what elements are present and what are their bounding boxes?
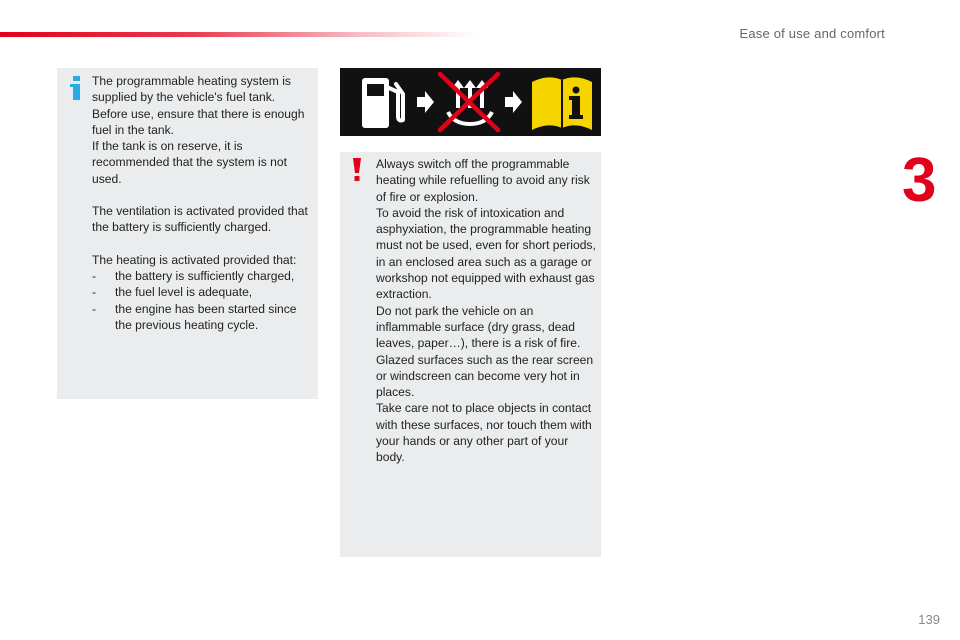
warning-paragraph: Take care not to place objects in contact with these surfaces, nor touch them with your hands or any other part of your body.	[376, 401, 592, 465]
list-item: - the battery is sufficiently charged,	[92, 268, 314, 284]
warning-box	[340, 152, 601, 557]
arrow-right-icon	[417, 91, 434, 113]
header-accent-bar	[0, 32, 480, 37]
warning-paragraph: Glazed surfaces such as the rear screen or windscreen can become very hot in places.	[376, 352, 594, 400]
info-paragraph: If the tank is on reserve, it is recommended that the system is not used.	[92, 139, 287, 186]
manual-info-icon	[532, 77, 592, 130]
warning-paragraph: Always switch off the programmable heating while refuelling to avoid any risk of fire or explosion.	[376, 157, 590, 204]
warning-exclamation-icon	[352, 158, 362, 182]
info-icon	[70, 76, 84, 100]
list-item: - the engine has been started since the previous heating cycle.	[92, 301, 314, 334]
warning-text	[376, 156, 598, 466]
arrow-right-icon	[505, 91, 522, 113]
chapter-number: 3	[902, 146, 937, 215]
fuel-pump-icon	[362, 78, 403, 128]
section-title: Ease of use and comfort	[739, 26, 885, 41]
info-paragraph: The ventilation is activated provided that the battery is sufficiently charged.	[92, 204, 308, 235]
warning-paragraph: Do not park the vehicle on an inflammable surface (dry grass, dead leaves, paper…), there is a risk of fire.	[376, 303, 581, 351]
list-item: - the fuel level is adequate,	[92, 284, 314, 300]
warning-paragraph: To avoid the risk of intoxication and asphyxiation, the programmable heating must not be used, even for short periods, in an enclosed area such as a garage or workshop not equipped with exhaust gas extraction.	[376, 205, 596, 302]
conditions-list	[92, 268, 314, 333]
pictogram-panel	[340, 68, 601, 136]
info-paragraph: The programmable heating system is supplied by the vehicle's fuel tank. Before use, ensure that there is enough fuel in the tank.	[92, 74, 305, 137]
info-paragraph: The heating is activated provided that:	[92, 252, 297, 267]
info-text	[92, 73, 314, 333]
heating-crossed-icon	[440, 74, 498, 130]
page-number: 139	[918, 612, 940, 627]
info-box	[57, 68, 318, 399]
